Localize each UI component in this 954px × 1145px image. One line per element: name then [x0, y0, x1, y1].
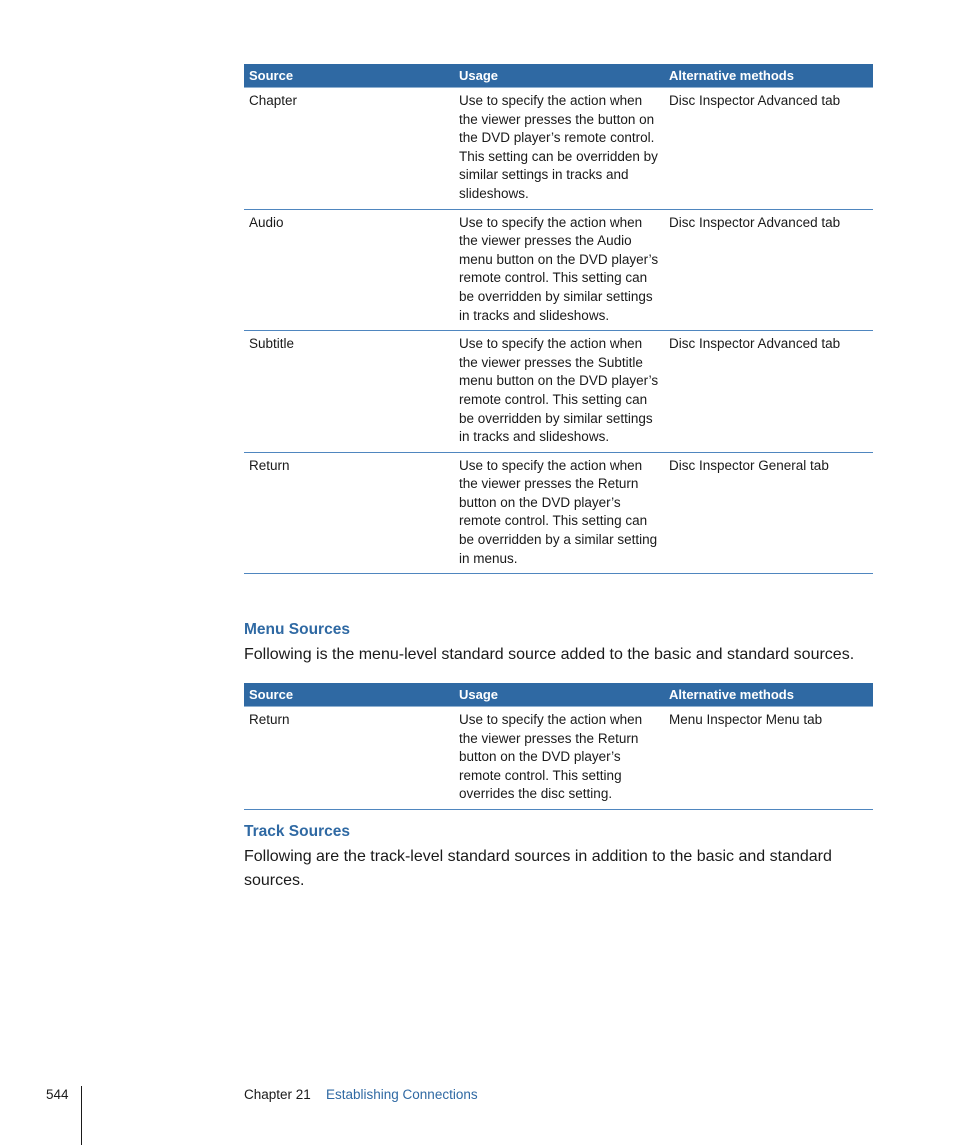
usage-cell: Use to specify the action when the viewer presses the button on the DVD player’s remote control. This setting can be overridden by similar settings in tracks and slideshows.: [454, 88, 664, 210]
menu-sources-paragraph: Following is the menu-level standard source added to the basic and standard sources.: [244, 646, 855, 663]
table-header-row: [244, 683, 873, 707]
source-cell: Subtitle: [244, 331, 454, 453]
alt-method-cell: Menu Inspector Menu tab: [664, 707, 873, 810]
table-row: [244, 88, 873, 210]
usage-cell: Use to specify the action when the viewer presses the Return button on the DVD player’s remote control. This setting can be overridden by a similar setting in menus.: [454, 452, 664, 574]
usage-cell: Use to specify the action when the viewer presses the Return button on the DVD player’s remote control. This setting overrides the disc setting.: [454, 707, 664, 810]
header-alternative-methods: Alternative methods: [664, 64, 873, 88]
table-row: [244, 707, 873, 810]
table-row: [244, 209, 873, 331]
usage-cell: Use to specify the action when the viewer presses the Subtitle menu button on the DVD player’s remote control. This setting can be overridden by similar settings in tracks and slideshows.: [454, 331, 664, 453]
track-sources-heading: Track Sources: [244, 823, 350, 840]
header-source: Source: [244, 683, 454, 707]
table-row: [244, 331, 873, 453]
chapter-label: Chapter 21: [244, 1087, 311, 1102]
table-header-row: [244, 64, 873, 88]
chapter-title: Establishing Connections: [326, 1087, 478, 1102]
alt-method-cell: Disc Inspector Advanced tab: [664, 88, 873, 210]
alt-method-cell: Disc Inspector General tab: [664, 452, 873, 574]
track-sources-paragraph: Following are the track-level standard sources in addition to the basic and standard sources.: [244, 848, 832, 889]
page-number: 544: [46, 1087, 69, 1102]
menu-sources-heading: Menu Sources: [244, 621, 350, 638]
usage-cell: Use to specify the action when the viewer presses the Audio menu button on the DVD player’s remote control. This setting can be overridden by similar settings in tracks and slideshows.: [454, 209, 664, 331]
footer-divider: [81, 1086, 82, 1145]
alt-method-cell: Disc Inspector Advanced tab: [664, 331, 873, 453]
source-cell: Return: [244, 452, 454, 574]
header-usage: Usage: [454, 683, 664, 707]
source-cell: Return: [244, 707, 454, 810]
sources-table: [244, 64, 873, 574]
header-alternative-methods: Alternative methods: [664, 683, 873, 707]
source-cell: Audio: [244, 209, 454, 331]
source-cell: Chapter: [244, 88, 454, 210]
alt-method-cell: Disc Inspector Advanced tab: [664, 209, 873, 331]
header-usage: Usage: [454, 64, 664, 88]
header-source: Source: [244, 64, 454, 88]
table-row: [244, 452, 873, 574]
menu-sources-table: [244, 683, 873, 810]
